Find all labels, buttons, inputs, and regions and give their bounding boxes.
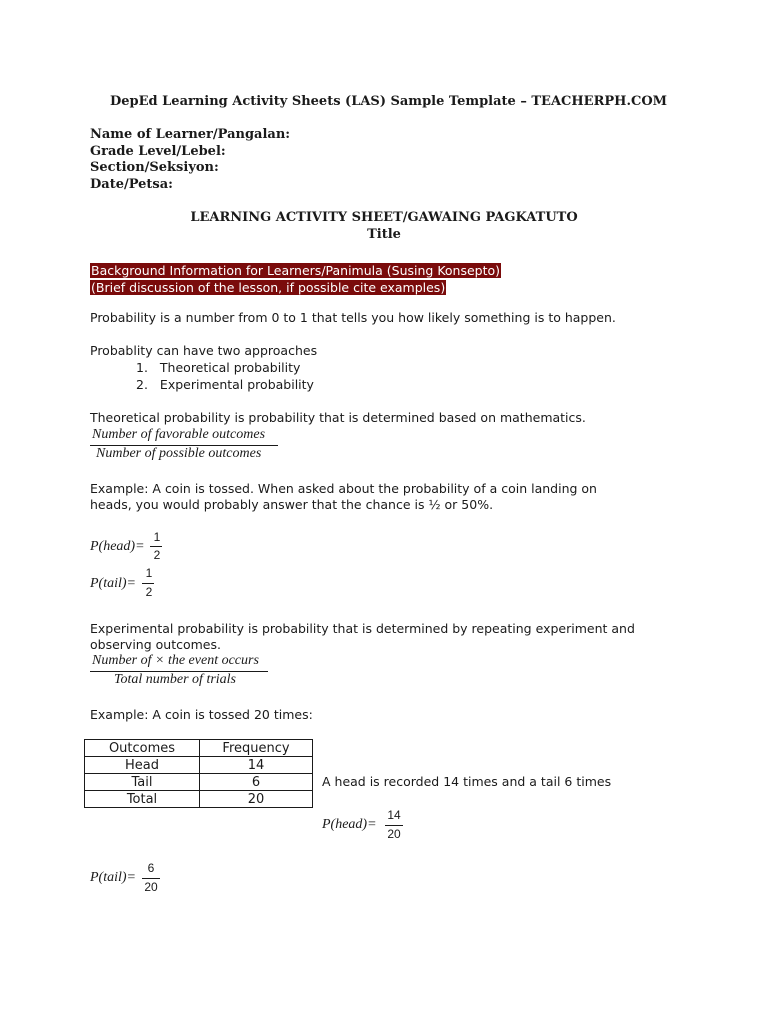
sheet-subheading: Title [367,227,401,242]
background-note [90,277,446,296]
fraction-bar [142,878,160,879]
p-tail-denominator: 2 [145,585,153,599]
list-text: Theoretical probability [159,360,301,375]
theoretical-definition: Theoretical probability is probability that is determined based on mathematics. [90,410,586,425]
experimental-formula-denominator: Total number of trials [114,672,237,687]
experimental-formula-numerator: Number of × the event occurs [92,653,259,668]
experimental-definition-line2: observing outcomes. [90,637,221,652]
p-tail-numerator: 1 [145,566,153,580]
table-cell: 14 [200,757,313,774]
list-item [136,360,300,375]
sheet-heading: LEARNING ACTIVITY SHEET/GAWAING PAGKATUTO [190,210,578,225]
fraction-bar [385,825,403,826]
list-number: 2. [136,377,148,392]
field-section-label: Section/Seksiyon: [90,160,219,175]
table-cell: 20 [200,791,313,808]
list-text: Experimental probability [159,377,314,392]
table-row [85,757,313,774]
document-title: DepEd Learning Activity Sheets (LAS) Sample Template – TEACHERPH.COM [110,94,668,109]
table-cell: Head [85,757,200,774]
frequency-table [84,739,313,808]
exp-head-formula: P(head)= [322,817,377,832]
table-note: A head is recorded 14 times and a tail 6 times [322,774,612,789]
example1-line1: Example: A coin is tossed. When asked about the probability of a coin landing on [90,481,597,496]
table-row [85,774,313,791]
list-item [136,377,314,392]
field-name-label: Name of Learner/Pangalan: [90,127,291,142]
background-note-text: (Brief discussion of the lesson, if possible cite examples) [91,280,446,295]
theoretical-formula-denominator: Number of possible outcomes [96,446,262,461]
list-number: 1. [136,360,148,375]
table-cell: Total [85,791,200,808]
example2: Example: A coin is tossed 20 times: [90,707,313,722]
field-date-label: Date/Petsa: [90,177,173,192]
table-header-row [85,740,313,757]
background-heading-text: Background Information for Learners/Panimula (Susing Konsepto) [91,263,501,278]
p-head-formula: P(head)= [90,539,145,554]
example1-line2: heads, you would probably answer that the chance is ½ or 50%. [90,497,494,512]
field-grade-label: Grade Level/Lebel: [90,144,226,159]
theoretical-formula-numerator: Number of favorable outcomes [92,427,266,442]
fraction-bar [150,546,162,547]
exp-tail-formula: P(tail)= [90,870,136,885]
experimental-definition-line1: Experimental probability is probability that is determined by repeating experiment and [90,621,635,636]
table-row [85,791,313,808]
p-tail-formula: P(tail)= [90,576,136,591]
exp-head-numerator: 14 [387,808,401,822]
p-head-numerator: 1 [153,530,161,544]
fraction-bar [142,583,154,584]
table-cell: 6 [200,774,313,791]
p-head-denominator: 2 [153,548,161,562]
approaches-intro: Probablity can have two approaches [90,343,318,358]
exp-tail-denominator: 20 [144,880,158,894]
exp-head-denominator: 20 [387,827,401,841]
exp-tail-numerator: 6 [147,861,155,875]
table-cell: Tail [85,774,200,791]
table-header: Frequency [200,740,313,757]
probability-definition: Probability is a number from 0 to 1 that tells you how likely something is to happen. [90,310,616,325]
table-header: Outcomes [85,740,200,757]
